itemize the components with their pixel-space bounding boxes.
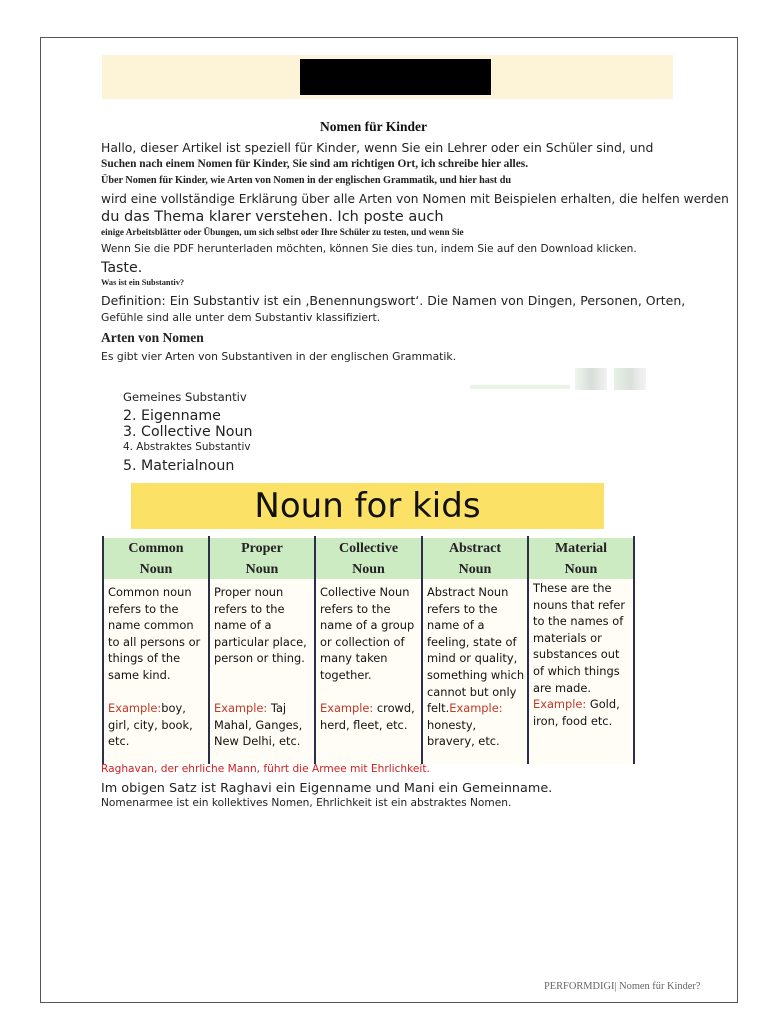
intro-line-1: Hallo, dieser Artikel ist speziell für Kinder, wenn Sie ein Lehrer oder ein Schüler sind, und [101,140,654,155]
column-proper-noun [210,536,314,764]
column-title: Noun [564,562,598,577]
example-label: Example: [533,697,587,712]
example-text: crowd, herd, fleet, etc. [320,701,415,732]
column-header [104,538,208,579]
decorative-block [575,368,607,390]
example-text: Taj Mahal, Ganges, New Delhi, etc. [214,701,303,749]
example-label: Example: [449,701,503,716]
column-title: Noun [458,562,492,577]
types-list-item: 2. Eigenname [123,408,221,424]
column-header [423,538,527,579]
column-title: Common [128,541,184,556]
definition-question: Was ist ein Substantiv? [101,278,185,287]
example-text: honesty, bravery, etc. [427,717,500,749]
types-list-item: 4. Abstraktes Substantiv [123,441,251,453]
column-body [533,580,625,729]
intro-line-3: Über Nomen für Kinder, wie Arten von Nomen in der englischen Grammatik, und hier hast du [101,175,512,186]
example-text: Gold, iron, food etc. [533,697,620,728]
column-collective-noun [316,536,421,764]
column-divider [633,536,635,764]
intro-line-8: Taste. [101,260,143,276]
column-body [214,584,307,750]
types-list-item: 5. Materialnoun [123,458,235,474]
page-title: Nomen für Kinder [320,119,427,134]
column-header [210,538,314,579]
example-label: Example: [108,701,162,716]
example-label: Example: [320,701,374,716]
column-description: Common noun refers to the name common to all persons or things of the same kind. [108,585,201,682]
types-intro: Es gibt vier Arten von Substantiven in der englischen Grammatik. [101,350,457,363]
explanation-line-2: Nomenarmee ist ein kollektives Nomen, Ehrlichkeit ist ein abstraktes Nomen. [101,797,512,809]
column-title: Abstract [448,541,502,556]
definition-line-2: Gefühle sind alle unter dem Substantiv klassifiziert. [101,311,381,324]
column-title: Noun [139,562,173,577]
types-list-item: Gemeines Substantiv [123,390,247,404]
column-title: Noun [245,562,279,577]
intro-line-2: Suchen nach einem Nomen für Kinder, Sie sind am richtigen Ort, ich schreibe hier alles. [101,158,529,170]
banner-title: Noun for kids [254,486,481,526]
decorative-strip [470,385,570,389]
column-common-noun [104,536,208,764]
intro-line-4: wird eine vollständige Erklärung über alle Arten von Nomen mit Beispielen erhalten, die helfen werden [101,192,729,206]
column-material-noun [529,536,633,764]
column-title: Collective [338,541,399,556]
intro-line-7: Wenn Sie die PDF herunterladen möchten, können Sie dies tun, indem Sie auf den Download klicken. [101,243,637,255]
column-body [427,584,524,750]
column-description: These are the nouns that refer to the names of materials or substances out of which things are made. [533,581,626,695]
column-description: Collective Noun refers to the name of a group or collection of many taken together. [320,585,415,682]
types-list-item: 3. Collective Noun [123,424,253,440]
example-text: boy, girl, city, book, etc. [108,701,193,749]
column-header [316,538,421,579]
explanation-line-1: Im obigen Satz ist Raghavi ein Eigenname und Mani ein Gemeinname. [101,781,553,796]
column-description: Proper noun refers to the name of a particular place, person or thing. [214,585,307,666]
decorative-block [614,368,646,390]
column-body [320,584,415,733]
column-description: Abstract Noun refers to the name of a feeling, state of mind or quality, something which cannot but only felt. [427,585,525,716]
redacted-logo [300,59,491,95]
infographic-banner [131,483,604,529]
example-sentence: Raghavan, der ehrliche Mann, führt die Armee mit Ehrlichkeit. [101,763,430,775]
column-title: Material [554,541,608,556]
column-header [529,538,633,579]
example-label: Example: [214,701,268,716]
page-footer: PERFORMDIGI| Nomen für Kinder? [544,981,701,992]
column-title: Proper [241,541,283,556]
definition-line-1: Definition: Ein Substantiv ist ein ‚Benennungswort‘. Die Namen von Dingen, Personen, Orten, [101,293,686,308]
noun-types-table [102,536,635,764]
intro-line-6: einige Arbeitsblätter oder Übungen, um sich selbst oder Ihre Schüler zu testen, und wenn Sie [101,227,464,237]
column-abstract-noun [423,536,527,764]
intro-line-5: du das Thema klarer verstehen. Ich poste auch [101,209,444,225]
types-heading: Arten von Nomen [101,330,204,345]
column-title: Noun [352,562,385,577]
column-body [108,584,200,750]
